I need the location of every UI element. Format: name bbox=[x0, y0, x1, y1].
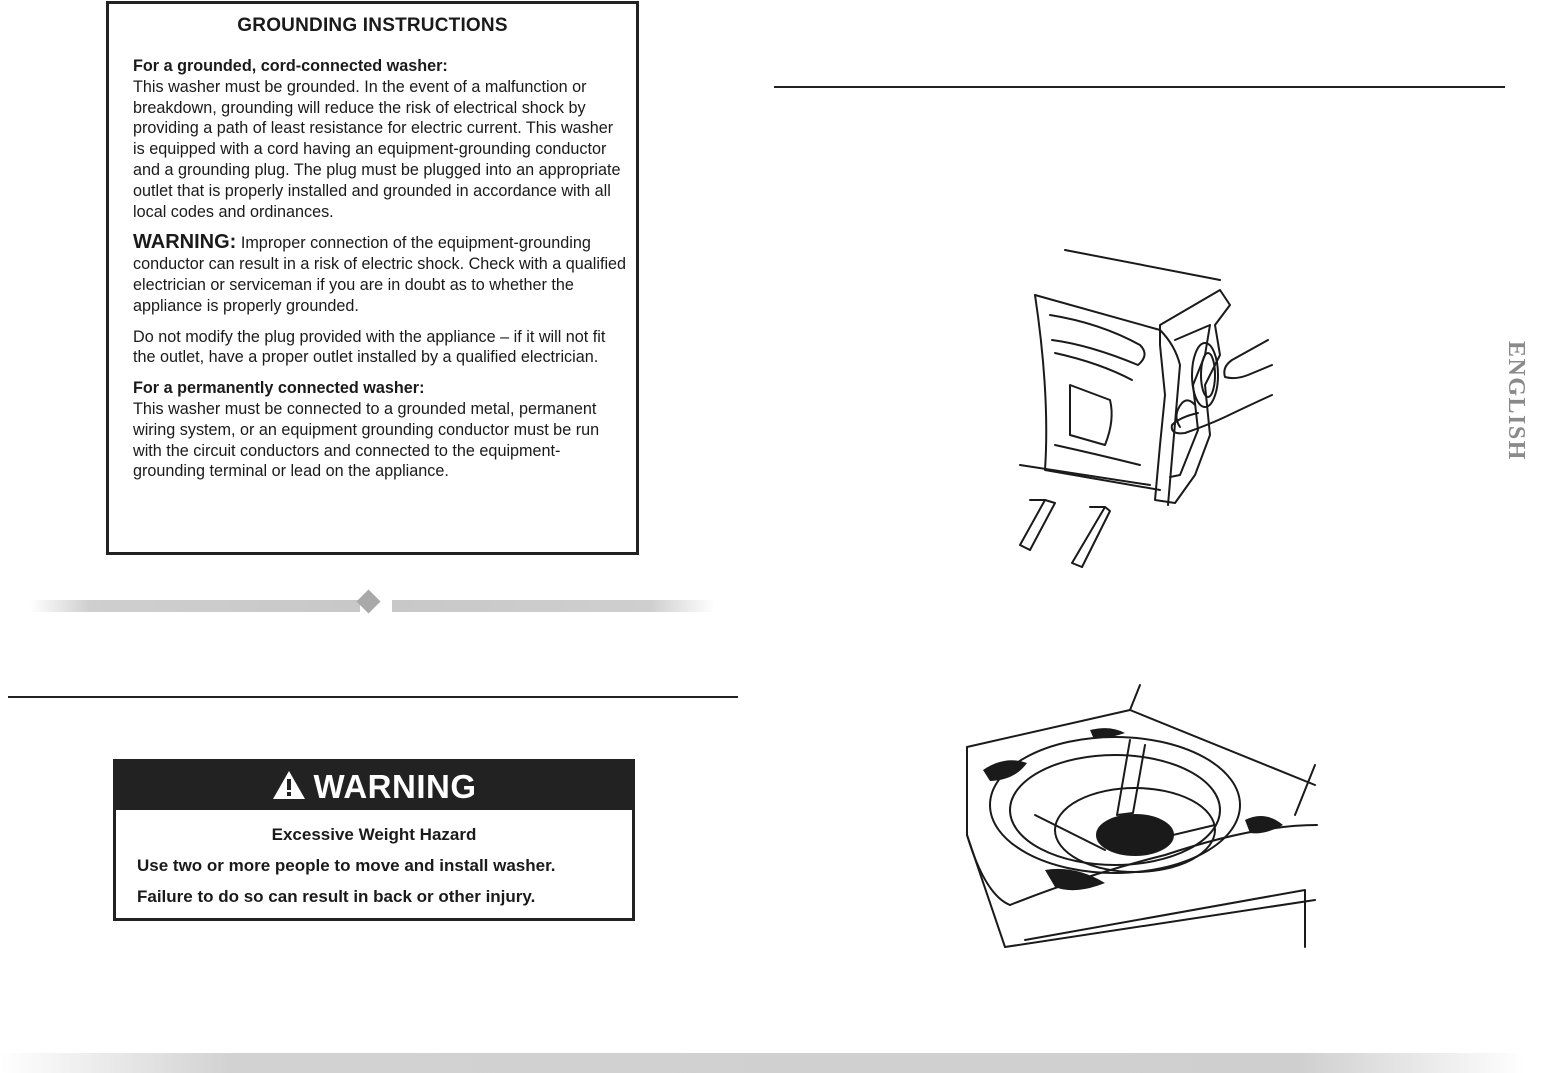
left-section-rule bbox=[8, 696, 738, 698]
permanent-section bbox=[133, 378, 628, 482]
warning-header-text: WARNING bbox=[313, 768, 477, 805]
weight-warning-box bbox=[113, 759, 635, 921]
language-tab-label: ENGLISH bbox=[1503, 341, 1529, 461]
grounding-warning-word: WARNING: bbox=[133, 231, 237, 254]
separator-diamond-icon bbox=[356, 589, 380, 613]
warning-line-1: Use two or more people to move and install washer. bbox=[137, 856, 556, 875]
washer-tipped-illustration bbox=[1010, 245, 1285, 575]
plug-modify-text: Do not modify the plug provided with the appliance – if it will not fit the outlet, have a proper outlet installed by a qualified electrician. bbox=[133, 327, 606, 367]
grounding-warning-text: Improper connection of the equipment-grounding conductor can result in a risk of electric shock. Check with a qualified electrician or serviceman if you are in doubt as to whether the appliance is properly grounded. bbox=[133, 234, 627, 315]
warning-line-2: Failure to do so can result in back or other injury. bbox=[137, 887, 536, 906]
grounding-instructions-box bbox=[106, 1, 639, 555]
cord-connected-heading: For a grounded, cord-connected washer: bbox=[133, 57, 448, 75]
right-section-rule bbox=[774, 86, 1505, 88]
footer-bar bbox=[0, 1053, 1526, 1073]
cord-connected-section bbox=[133, 56, 628, 222]
grounding-warning-section bbox=[133, 232, 628, 316]
language-side-tab bbox=[1497, 341, 1557, 471]
section-separator bbox=[30, 600, 715, 612]
warning-header bbox=[116, 762, 632, 810]
hazard-title: Excessive Weight Hazard bbox=[271, 825, 477, 844]
grounding-title: GROUNDING INSTRUCTIONS bbox=[237, 15, 508, 36]
grounding-body bbox=[133, 56, 628, 492]
warning-triangle-icon bbox=[272, 764, 306, 814]
washer-tub-illustration bbox=[965, 685, 1317, 950]
permanent-heading: For a permanently connected washer: bbox=[133, 379, 425, 398]
cord-connected-text: This washer must be grounded. In the event of a malfunction or breakdown, grounding will reduce the risk of electrical shock by providing a path of least resistance for electric current. This washer is equipped with a cord having an equipment-grounding conductor and a grounding plug. The plug must be plugged into an appropriate outlet that is properly installed and grounded in accordance with all local codes and ordinances. bbox=[133, 77, 621, 221]
permanent-text: This washer must be connected to a grounded metal, permanent wiring system, or an equipment grounding conductor must be run with the circuit conductors and connected to the equipment-grounding terminal or lead on the appliance. bbox=[133, 399, 600, 481]
